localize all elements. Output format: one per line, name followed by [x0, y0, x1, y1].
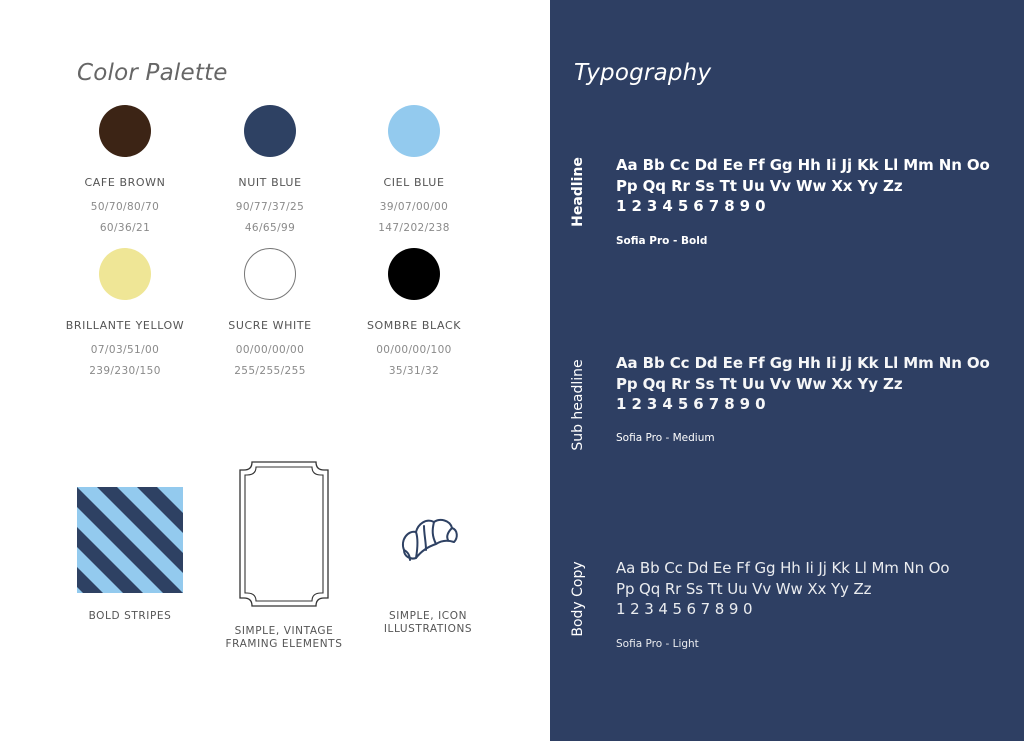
swatch-name: BRILLANTE YELLOW — [65, 319, 185, 332]
swatch-rgb: 46/65/99 — [244, 222, 296, 234]
color-dot — [244, 248, 296, 300]
swatch-nuit-blue — [195, 105, 345, 239]
swatch-sombre-black — [339, 248, 489, 382]
swatch-rgb: 60/36/21 — [99, 222, 151, 234]
swatch-sucre-white — [195, 248, 345, 382]
glyph-line-numbers: 1 2 3 4 5 6 7 8 9 0 — [616, 395, 766, 413]
subheadline-font-name: Sofia Pro - Medium — [616, 432, 715, 444]
frame-caption-line2: FRAMING ELEMENTS — [225, 638, 343, 650]
glyph-line-letters-1: Aa Bb Cc Dd Ee Ff Gg Hh Ii Jj Kk Ll Mm Nn Oo — [616, 354, 990, 372]
swatch-name: SOMBRE BLACK — [366, 319, 462, 332]
swatch-brillante-yellow — [50, 248, 200, 382]
color-dot — [99, 248, 151, 300]
subheadline-glyphs — [616, 353, 990, 415]
color-dot — [99, 105, 151, 157]
subheadline-label: Sub headline — [570, 359, 586, 451]
swatch-rgb: 147/202/238 — [378, 222, 450, 234]
glyph-line-letters-2: Pp Qq Rr Ss Tt Uu Vv Ww Xx Yy Zz — [616, 579, 872, 598]
headline-font-name: Sofia Pro - Bold — [616, 235, 708, 247]
swatch-cafe-brown — [50, 105, 200, 239]
swatch-cmyk: 00/00/00/00 — [235, 344, 305, 356]
swatch-name: CAFE BROWN — [84, 176, 166, 189]
swatch-cmyk: 07/03/51/00 — [90, 344, 160, 356]
body-copy-label: Body Copy — [570, 561, 586, 637]
color-dot — [244, 105, 296, 157]
icon-caption-line1: SIMPLE, ICON — [388, 610, 468, 622]
stripes-caption: BOLD STRIPES — [88, 610, 172, 622]
headline-glyphs — [616, 155, 990, 217]
swatch-rgb: 255/255/255 — [234, 365, 306, 377]
swatch-name: CIEL BLUE — [383, 176, 445, 189]
color-dot — [388, 105, 440, 157]
glyph-line-letters-2: Pp Qq Rr Ss Tt Uu Vv Ww Xx Yy Zz — [616, 176, 903, 195]
glyph-line-letters-1: Aa Bb Cc Dd Ee Ff Gg Hh Ii Jj Kk Ll Mm Nn Oo — [616, 156, 990, 174]
glyph-line-numbers: 1 2 3 4 5 6 7 8 9 0 — [616, 197, 766, 215]
typography-title: Typography — [574, 60, 712, 86]
body-copy-glyphs — [616, 558, 949, 620]
vintage-frame-sample — [214, 458, 354, 651]
swatch-ciel-blue — [339, 105, 489, 239]
headline-label: Headline — [570, 157, 586, 227]
color-dot — [388, 248, 440, 300]
glyph-line-numbers: 1 2 3 4 5 6 7 8 9 0 — [616, 600, 753, 618]
glyph-line-letters-2: Pp Qq Rr Ss Tt Uu Vv Ww Xx Yy Zz — [616, 374, 903, 393]
stripes-pattern-icon — [77, 487, 183, 593]
swatch-rgb: 239/230/150 — [89, 365, 161, 377]
swatch-cmyk: 90/77/37/25 — [235, 201, 305, 213]
bold-stripes-sample — [60, 487, 200, 623]
swatch-cmyk: 50/70/80/70 — [90, 201, 160, 213]
frame-caption-line1: SIMPLE, VINTAGE — [234, 625, 334, 637]
croissant-icon — [396, 510, 460, 566]
swatch-rgb: 35/31/32 — [388, 365, 440, 377]
swatch-name: NUIT BLUE — [238, 176, 302, 189]
vintage-frame-icon — [234, 458, 334, 610]
icon-caption-line2: ILLUSTRATIONS — [383, 623, 473, 635]
swatch-name: SUCRE WHITE — [228, 319, 312, 332]
swatch-cmyk: 39/07/00/00 — [379, 201, 449, 213]
swatch-cmyk: 00/00/00/100 — [376, 344, 452, 356]
color-palette-title: Color Palette — [77, 60, 228, 86]
body-copy-font-name: Sofia Pro - Light — [616, 638, 699, 650]
icon-illustration-sample — [358, 510, 498, 636]
glyph-line-letters-1: Aa Bb Cc Dd Ee Ff Gg Hh Ii Jj Kk Ll Mm Nn Oo — [616, 559, 950, 577]
